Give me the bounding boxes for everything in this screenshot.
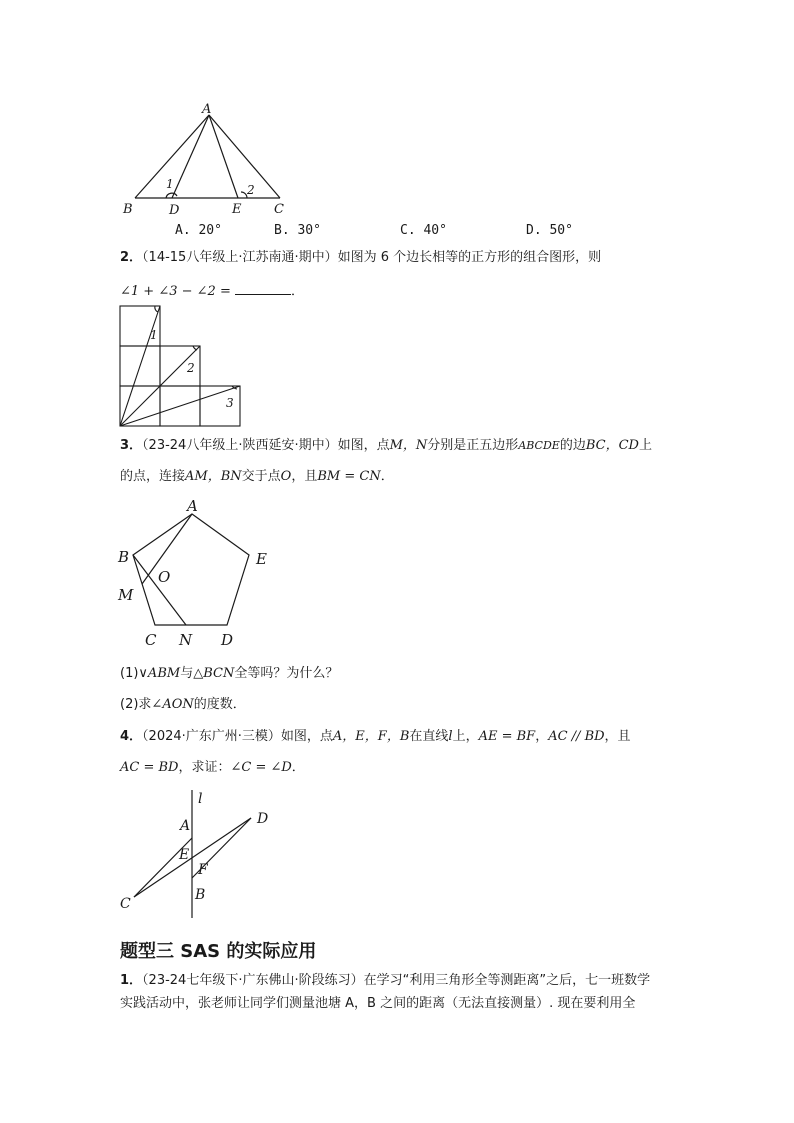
q2-line2 [120, 282, 304, 301]
q4-math: A，E，F，B [332, 729, 410, 744]
q4-text: 上， [452, 729, 479, 744]
q3-text: 的边 [559, 438, 586, 453]
label-N: N [179, 631, 193, 649]
q3-sub1 [120, 665, 338, 683]
q3-source: （23-24八年级上·陕西延安·期中） [142, 438, 338, 453]
label-C: C [120, 896, 131, 912]
q4-number: 4． [120, 729, 143, 744]
figure-pentagon [112, 494, 282, 652]
q4-text: 在直线 [409, 729, 449, 744]
q5-text: 在学习“利用三角形全等测距离”之后，七一班数学 [363, 973, 651, 988]
label-B: B [195, 887, 206, 903]
label-F: F [198, 862, 208, 878]
label-A: A [180, 818, 191, 834]
option-d: D. 50° [526, 223, 573, 238]
q3-math-mn: M，N [389, 438, 428, 453]
q3-text: ． [380, 469, 394, 484]
q3-text: 上 [638, 438, 652, 453]
q2-end: ． [290, 284, 304, 299]
q3-text: 如图，点 [337, 438, 390, 453]
q3-sub-text: 与 [180, 666, 194, 681]
q3-math-abcde: ABCDE [518, 439, 560, 452]
q5-source: （23-24七年级下·广东佛山·阶段练习） [142, 973, 364, 988]
q3-math: ∨ABM [138, 666, 181, 681]
q4-math: AC = BD [120, 760, 179, 775]
label-C: C [145, 631, 157, 649]
label-A: A [202, 102, 212, 117]
option-c: C. 40° [400, 223, 447, 238]
q2-expression: ∠1 + ∠3 − ∠2 = [120, 284, 231, 299]
label-D: D [169, 203, 180, 218]
q2-number: 2． [120, 250, 143, 265]
q3-sub-text: (2)求 [120, 697, 152, 712]
q2-source: （14-15八年级上·江苏南通·期中） [142, 250, 338, 265]
q4-math: AC // BD [548, 729, 605, 744]
label-square-angle-3: 3 [226, 396, 234, 410]
q4-text: ， [535, 729, 549, 744]
q5-number: 1． [120, 973, 143, 988]
q3-text: 的点，连接 [120, 469, 186, 484]
q2-answer-blank[interactable] [235, 282, 291, 295]
q4-math: l [448, 729, 453, 744]
q3-math-bccd: BC，CD [585, 438, 639, 453]
figure-parallelogram-lines [112, 786, 282, 922]
q5-line2 [120, 995, 635, 1013]
label-E: E [179, 847, 190, 863]
label-square-angle-2: 2 [187, 361, 195, 375]
q4-line1 [120, 728, 631, 746]
q2-text: 如图为 6 个边长相等的正方形的组合图形，则 [337, 250, 602, 265]
q3-sub-text: 的度数． [193, 697, 246, 712]
label-angle-2: 2 [247, 183, 255, 197]
q3-line1 [120, 437, 652, 455]
q2-line1 [120, 249, 601, 267]
label-l: l [198, 791, 203, 807]
q3-math-ambn: AM，BN [185, 469, 242, 484]
q4-math: ∠C = ∠D [230, 760, 292, 775]
q4-text: ，求证： [178, 760, 231, 775]
q4-text: ． [291, 760, 305, 775]
section-heading: 题型三 SAS 的实际应用 [120, 941, 317, 962]
label-A: A [187, 497, 198, 515]
q3-text: 分别是正五边形 [427, 438, 519, 453]
label-square-angle-1: 1 [150, 328, 158, 342]
figure-squares [118, 304, 246, 429]
figure-triangle [115, 98, 305, 220]
q3-sub-text: (1) [120, 666, 139, 681]
q4-text: 如图，点 [280, 729, 333, 744]
q3-math-o: O [280, 469, 292, 484]
q3-number: 3． [120, 438, 143, 453]
option-a: A. 20° [175, 223, 222, 238]
label-D: D [257, 811, 269, 827]
label-B: B [123, 202, 133, 217]
q5-line1 [120, 972, 650, 990]
q4-text: ，且 [604, 729, 631, 744]
label-C: C [274, 202, 284, 217]
q3-text: ，且 [291, 469, 318, 484]
label-M: M [118, 586, 134, 604]
q4-line2 [120, 759, 305, 777]
option-b: B. 30° [274, 223, 321, 238]
label-angle-1: 1 [166, 177, 174, 191]
q4-math: AE = BF [478, 729, 536, 744]
label-D: D [221, 631, 234, 649]
label-O: O [158, 568, 171, 586]
label-E: E [256, 550, 267, 568]
q3-math: △BCN [193, 666, 235, 681]
q3-line2 [120, 468, 394, 486]
q5-text: 实践活动中，张老师让同学们测量池塘 A，B 之间的距离（无法直接测量）. 现在要利用全 [120, 996, 636, 1011]
q3-sub2 [120, 696, 246, 714]
q3-math: ∠AON [151, 697, 194, 712]
q3-sub-text: 全等吗？为什么？ [234, 666, 339, 681]
label-E: E [232, 202, 242, 217]
q3-math-bmcn: BM = CN [317, 469, 381, 484]
q4-source: （2024·广东广州·三模） [142, 729, 281, 744]
label-B: B [118, 548, 130, 566]
q3-text: 交于点 [241, 469, 281, 484]
